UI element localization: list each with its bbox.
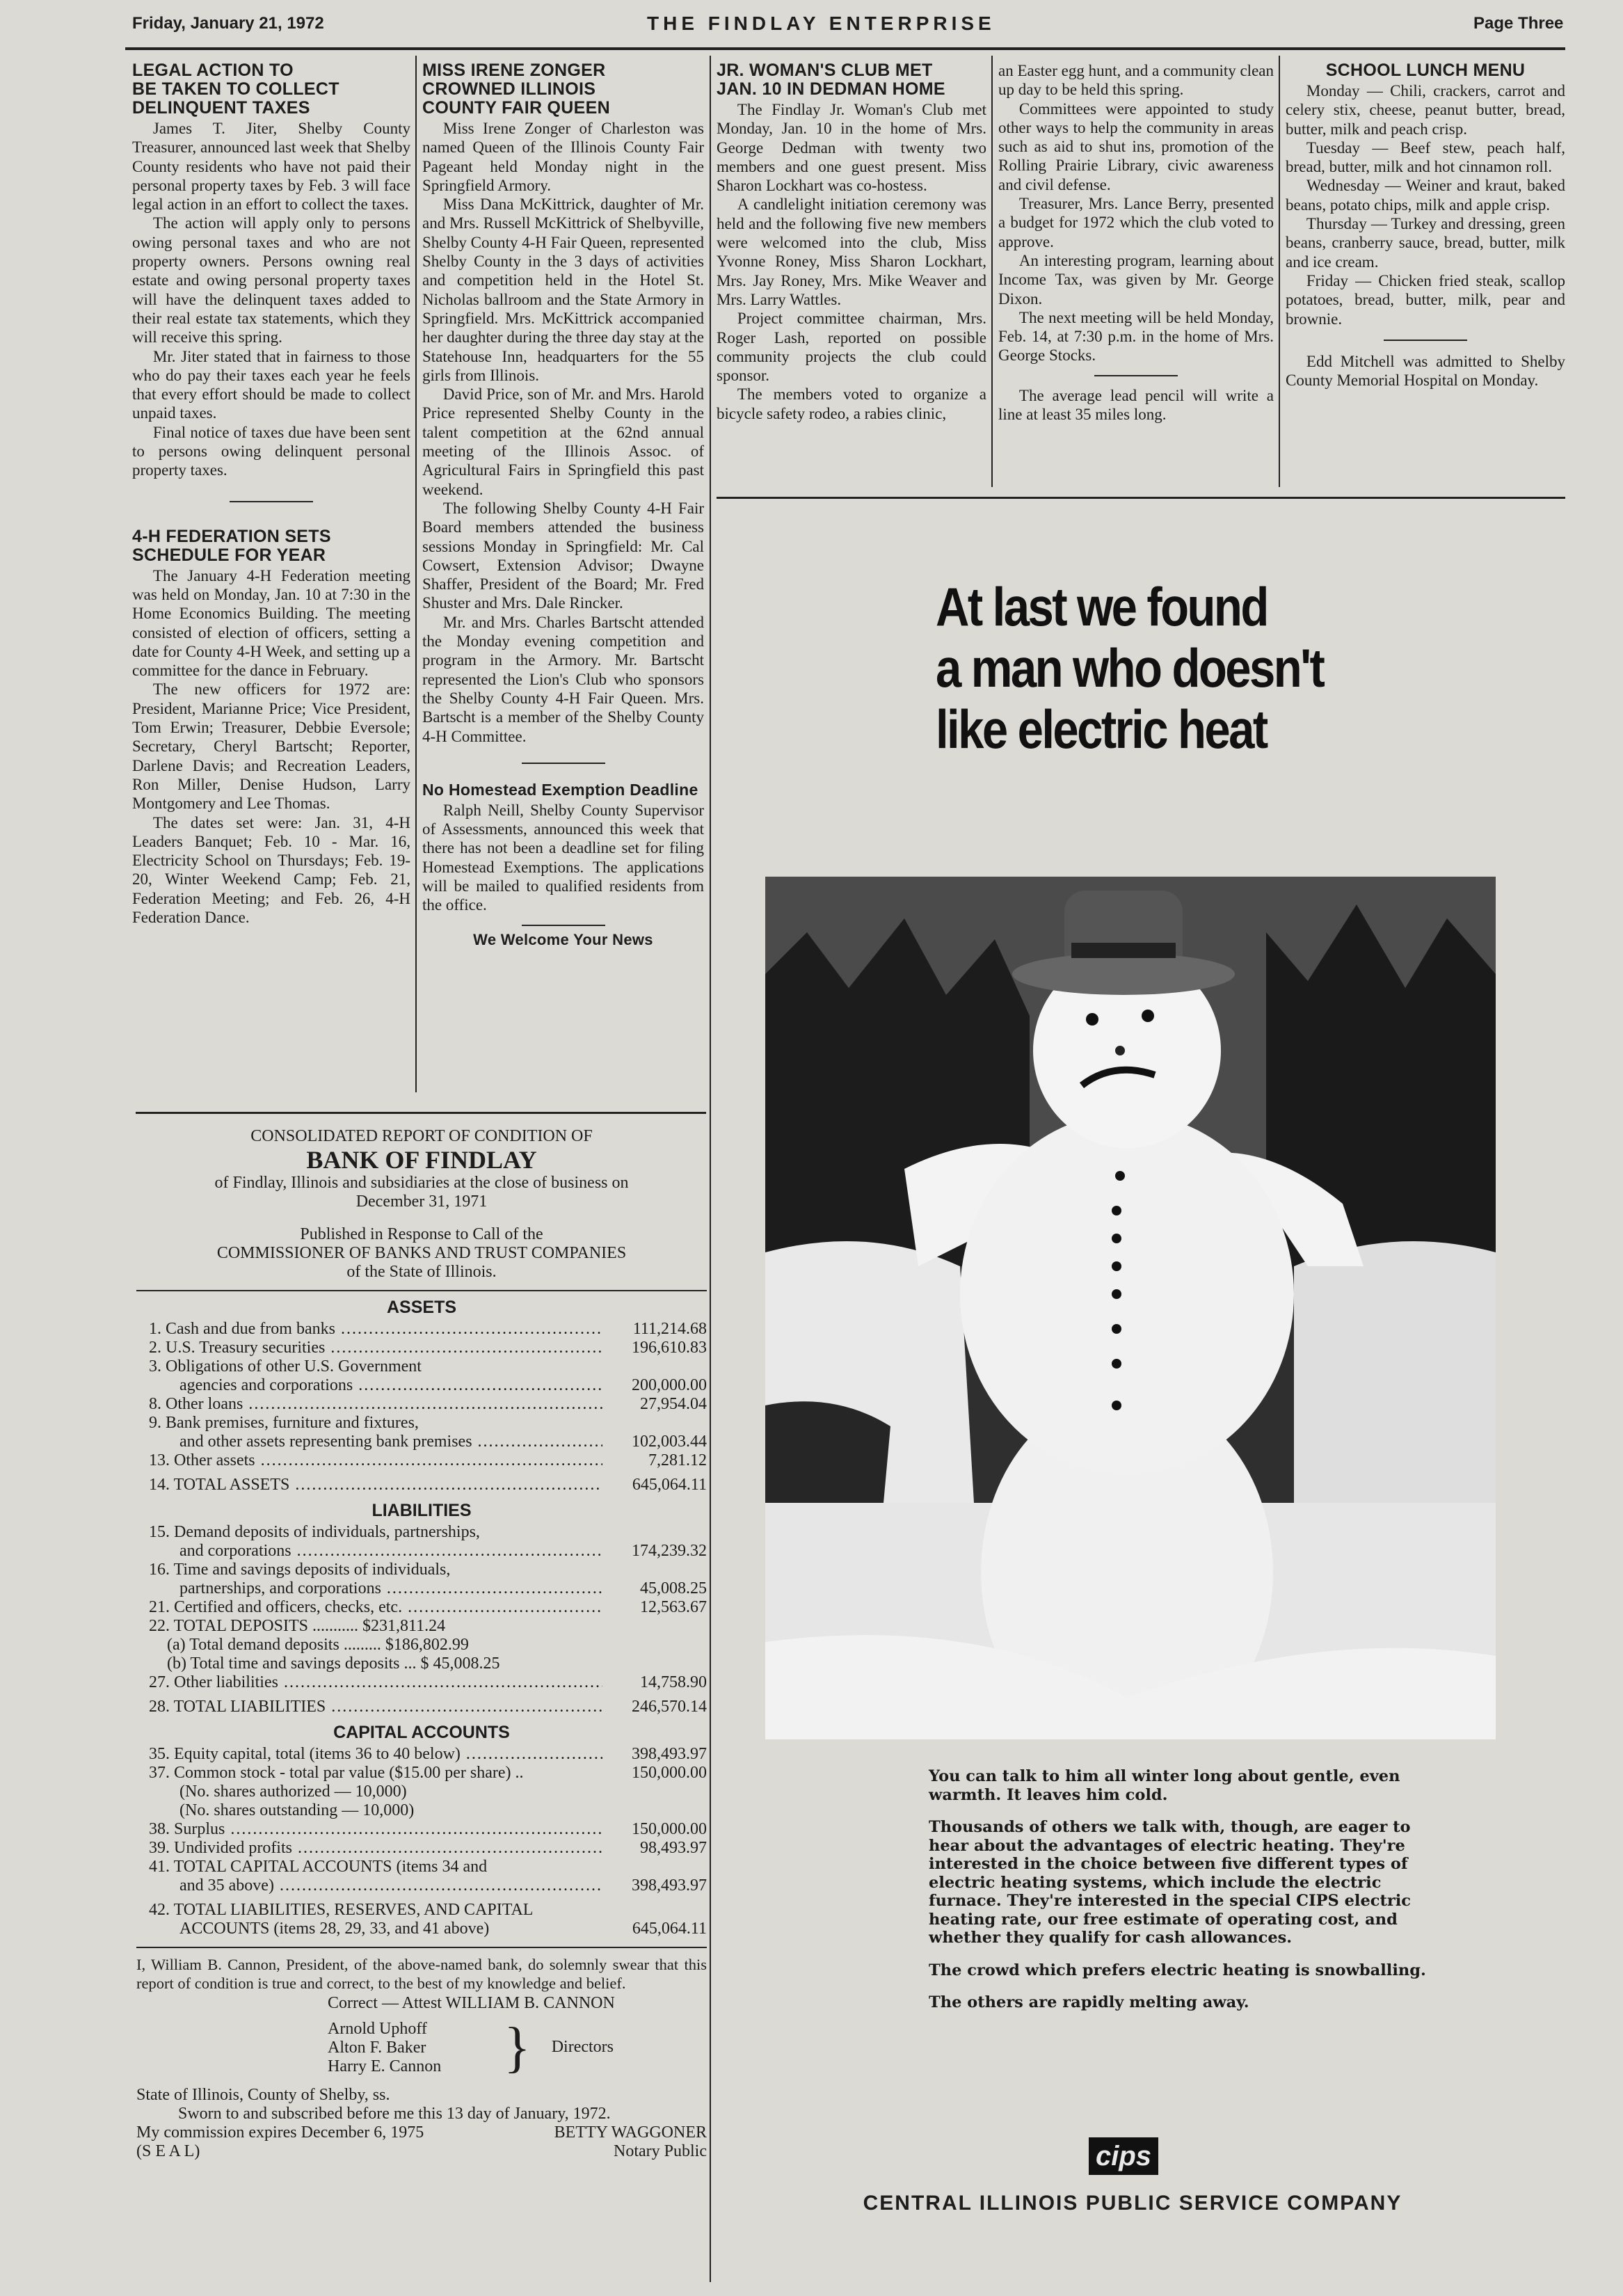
homestead-headline: No Homestead Exemption Deadline	[422, 780, 698, 799]
row-label: 37. Common stock - total par value ($15.00 per share) ..	[149, 1764, 524, 1782]
column-5	[1286, 61, 1565, 390]
paragraph: The Findlay Jr. Woman's Club met Monday, Jan. 10 in the home of Mrs. George Dedman with twenty two members and one guest present. Miss Sharon Lockhart was co-hostess.	[717, 101, 986, 195]
sworn-line: Sworn to and subscribed before me this 13 day of January, 1972.	[178, 2105, 611, 2123]
ad-headline: At last we found a man who doesn't like electric heat	[936, 576, 1324, 760]
bank-line: December 31, 1971	[355, 1193, 488, 1211]
cips-logo	[1089, 2137, 1158, 2175]
report-row	[136, 1698, 707, 1716]
row-label: 9. Bank premises, furniture and fixtures,	[149, 1414, 419, 1432]
attest: Correct — Attest WILLIAM B. CANNON	[328, 1994, 615, 2012]
paragraph: Wednesday — Weiner and kraut, baked beans, potato chips, milk and apple crisp.	[1286, 177, 1565, 214]
column-rule	[415, 56, 417, 1092]
row-amount: 200,000.00	[632, 1376, 707, 1394]
report-row	[136, 1920, 707, 1938]
company-name: CENTRAL ILLINOIS PUBLIC SERVICE COMPANY	[863, 2192, 1402, 2215]
paragraph: The dates set were: Jan. 31, 4-H Leaders Banquet; Feb. 10 - Mar. 16, Electricity School on Thursdays; Feb. 19-20, Winter Weekend Camp; Feb. 21, Federation Meeting; and Feb. 26, 4-H Federation Dance.	[132, 813, 410, 926]
divider	[1094, 375, 1178, 376]
row-label: 14. TOTAL ASSETS .....	[136, 1476, 602, 1494]
report-row	[136, 1339, 707, 1357]
row-label: 16. Time and savings deposits of individuals,	[149, 1561, 451, 1579]
report-row	[136, 1451, 707, 1470]
report-row	[136, 1745, 707, 1764]
row-label: 3. Obligations of other U.S. Government	[149, 1357, 422, 1376]
divider	[1384, 340, 1467, 341]
paragraph: Final notice of taxes due have been sent to persons owing delinquent personal property taxes.	[132, 423, 410, 479]
column-4	[998, 61, 1274, 424]
row-label: 28. TOTAL LIABILITIES .....	[136, 1698, 602, 1716]
row-amount: 98,493.97	[640, 1839, 707, 1857]
divider	[522, 763, 605, 764]
legal-headline: LEGAL ACTION TO BE TAKEN TO COLLECT DELINQUENT TAXES	[132, 61, 339, 118]
paragraph: A candlelight initiation ceremony was held and the following five new members were welcomed into the club, Miss Yvonne Roney, Miss Sharon Lockhart, Mrs. Jay Roney, Mrs. Mike Weaver and Mrs. Larry Wattles.	[717, 196, 986, 308]
row-amount: 398,493.97	[632, 1745, 707, 1763]
capital-heading: CAPITAL ACCOUNTS	[333, 1723, 510, 1742]
row-amount: 45,008.25	[640, 1579, 707, 1597]
report-row	[136, 1858, 707, 1876]
report-row	[136, 1523, 707, 1542]
commission-line: My commission expires December 6, 1975	[136, 2123, 424, 2142]
paragraph: an Easter egg hunt, and a community clean up day to be held this spring.	[998, 62, 1274, 99]
report-row	[136, 1876, 707, 1895]
paragraph: Committees were appointed to study other ways to help the community in areas such as aid to shut ins, promotion of the Rolling Prairie Library, civic awareness and civil defense.	[998, 99, 1274, 193]
bank-line: Published in Response to Call of the	[300, 1225, 543, 1243]
paragraph: Mr. Jiter stated that in fairness to those who do pay their taxes each year he feels that every effort should be made to collect unpaid taxes.	[132, 347, 410, 422]
ad-top-rule	[717, 497, 1565, 499]
column-3	[717, 61, 986, 423]
report-row	[136, 1579, 707, 1598]
row-amount: 196,610.83	[632, 1339, 707, 1357]
paragraph: Miss Irene Zonger of Charleston was named Queen of the Illinois County Fair Pageant held Monday night in the Springfield Armory.	[422, 120, 704, 194]
row-label: 22. TOTAL DEPOSITS ........... $231,811.24	[149, 1617, 446, 1635]
paragraph: Thursday — Turkey and dressing, green beans, cranberry sauce, bread, butter, milk and ice cream.	[1286, 215, 1565, 271]
capital-table	[136, 1745, 707, 1938]
bank-line: COMMISSIONER OF BANKS AND TRUST COMPANIES	[216, 1244, 627, 1262]
paragraph: Mr. and Mrs. Charles Bartscht attended the Monday evening competition and program in the Armory. Mr. Bartscht represented the Lion's Club who sponsors the Shelby County 4-H Fair Queen. Mrs. Bartscht is a member of the Shelby County 4-H Committee.	[422, 613, 704, 745]
row-label: ACCOUNTS (items 28, 29, 33, and 41 above)	[179, 1920, 490, 1938]
seal-row	[136, 2142, 707, 2161]
report-row	[136, 1414, 707, 1433]
column-rule	[991, 56, 993, 487]
report-row	[136, 1598, 707, 1617]
paragraph: David Price, son of Mr. and Mrs. Harold Price represented Shelby County in the talent competition at the 62nd annual meeting of the Illinois Assoc. of Agricultural Fairs in Springfield this past weekend.	[422, 385, 704, 498]
snowman-photo	[765, 877, 1496, 1739]
row-label: 2. U.S. Treasury securities .....	[136, 1339, 602, 1357]
row-label: (b) Total time and savings deposits ... $ 45,008.25	[167, 1655, 500, 1673]
ad-paragraph: You can talk to him all winter long about gentle, even warmth. It leaves him cold.	[929, 1767, 1400, 1804]
welcome-news: We Welcome Your News	[473, 930, 653, 948]
oath: I, William B. Cannon, President, of the above-named bank, do solemnly swear that this report of condition is true and correct, to the best of my knowledge and belief.	[136, 1956, 707, 1992]
divider	[230, 501, 313, 502]
report-row	[136, 1617, 707, 1636]
director-name: Harry E. Cannon	[328, 2057, 442, 2075]
director-name: Arnold Uphoff	[328, 2020, 427, 2038]
row-amount: 246,570.14	[632, 1698, 707, 1716]
paragraph: Friday — Chicken fried steak, scallop potatoes, bread, butter, milk, pear and brownie.	[1286, 271, 1565, 328]
masthead-title: THE FINDLAY ENTERPRISE	[647, 13, 996, 34]
report-row	[136, 1901, 707, 1920]
snowman-illustration	[765, 877, 1496, 1739]
paragraph: Monday — Chili, crackers, carrot and celery stix, cheese, peanut butter, bread, butter, milk and peach crisp.	[1286, 82, 1565, 138]
masthead-date: Friday, January 21, 1972	[132, 14, 324, 33]
row-amount: 645,064.11	[632, 1476, 707, 1494]
report-row	[136, 1636, 707, 1655]
bank-top-rule	[136, 1112, 706, 1114]
report-row	[136, 1764, 707, 1783]
paragraph: Miss Dana McKittrick, daughter of Mr. and Mrs. Russell McKittrick of Shelbyville, Shelby County 4-H Fair Queen, represented Shelby County in the 3 days of activities and competition held in the Hotel St. Nicholas ballroom and the State Armory in Springfield. Mrs. McKittrick accompanied her daughter during the three day stay at the Statehouse Inn, headquarters for the 55 girls from Illinois.	[422, 196, 704, 384]
row-label: 38. Surplus .....	[136, 1820, 602, 1839]
ad-paragraph: The crowd which prefers electric heating is snowballing.	[929, 1961, 1426, 1979]
paragraph: The action will apply only to persons owing personal taxes and who are not property owners. Persons owning real estate and owing personal property taxes will have the delinquent taxes added to their real estate tax statements, which they will receive this spring.	[132, 214, 410, 346]
bank-name: BANK OF FINDLAY	[306, 1146, 537, 1174]
divider	[136, 1947, 707, 1948]
divider	[136, 1290, 707, 1291]
liabilities-table	[136, 1523, 707, 1716]
paragraph: Tuesday — Beef stew, peach half, bread, butter, milk and hot cinnamon roll.	[1286, 138, 1565, 176]
row-label: and corporations .....	[136, 1542, 602, 1561]
row-amount: 7,281.12	[648, 1451, 707, 1469]
cips-logo-text: cips	[1095, 2141, 1152, 2171]
row-amount: 12,563.67	[640, 1598, 707, 1616]
row-amount: 150,000.00	[632, 1764, 707, 1782]
row-label: 41. TOTAL CAPITAL ACCOUNTS (items 34 and	[149, 1858, 488, 1876]
row-amount: 398,493.97	[632, 1876, 707, 1895]
ad-paragraph: Thousands of others we talk with, though, are eager to hear about the advantages of electric heating. They're interested in the choice between five different types of electric heating systems, which include the electric furnace. They're interested in the special CIPS electric heating rate, our free estimate of operating cost, and whether they qualify for cash allowances.	[929, 1818, 1411, 1947]
row-label: 27. Other liabilities .....	[136, 1673, 602, 1692]
row-label: 13. Other assets .....	[136, 1451, 602, 1470]
row-label: partnerships, and corporations .....	[136, 1579, 602, 1598]
paragraph: The new officers for 1972 are: President, Marianne Price; Vice President, Tom Erwin; Treasurer, Debbie Eversole; Secretary, Cheryl Bartscht; Reporter, Darlene Davis; and Recreation Leaders, Ron Miller, Denise Hudson, Larry Montgomery and Lee Thomas.	[132, 680, 410, 813]
row-amount: 14,758.90	[640, 1673, 707, 1691]
commission-row	[136, 2123, 707, 2142]
row-label: (No. shares outstanding — 10,000)	[179, 1801, 415, 1819]
column-rule	[1279, 56, 1280, 487]
bank-line: of the State of Illinois.	[346, 1263, 497, 1281]
column-rule	[710, 56, 711, 2282]
lunch-headline: SCHOOL LUNCH MENU	[1325, 61, 1526, 80]
row-label: 35. Equity capital, total (items 36 to 40 below) .....	[136, 1745, 602, 1764]
womans-club-headline: JR. WOMAN'S CLUB MET JAN. 10 IN DEDMAN HOME	[717, 61, 945, 99]
row-label: agencies and corporations .....	[136, 1376, 602, 1395]
row-label: (No. shares authorized — 10,000)	[179, 1783, 407, 1801]
report-row	[136, 1655, 707, 1673]
fourh-headline: 4-H FEDERATION SETS SCHEDULE FOR YEAR	[132, 526, 331, 565]
paragraph: The members voted to organize a bicycle safety rodeo, a rabies clinic,	[717, 385, 986, 422]
masthead-page: Page Three	[1473, 14, 1564, 33]
report-row	[136, 1783, 707, 1801]
report-row	[136, 1839, 707, 1858]
row-label: and 35 above) .....	[136, 1876, 602, 1895]
state-line: State of Illinois, County of Shelby, ss.	[136, 2086, 390, 2104]
directors-label: Directors	[551, 2038, 614, 2056]
paragraph: Ralph Neill, Shelby County Supervisor of Assessments, announced this week that there has not been a deadline set for filing Homestead Exemptions. The applications will be mailed to qualified residents from the office.	[422, 801, 704, 914]
row-label: 21. Certified and officers, checks, etc. .....	[136, 1598, 602, 1617]
brace: }	[504, 2017, 531, 2078]
report-row	[136, 1433, 707, 1451]
row-amount: 27,954.04	[640, 1395, 707, 1413]
bank-line: CONSOLIDATED REPORT OF CONDITION OF	[250, 1127, 593, 1145]
seal: (S E A L)	[136, 2142, 200, 2160]
column-1	[132, 61, 410, 927]
paragraph: Project committee chairman, Mrs. Roger Lash, reported on possible community projects the club could sponsor.	[717, 310, 986, 385]
filler-pencil: The average lead pencil will write a line at least 35 miles long.	[998, 386, 1274, 424]
bank-line: of Findlay, Illinois and subsidiaries at the close of business on	[214, 1174, 629, 1192]
report-row	[136, 1561, 707, 1579]
row-label: 42. TOTAL LIABILITIES, RESERVES, AND CAPITAL	[149, 1901, 534, 1919]
row-amount: 111,214.68	[632, 1320, 707, 1338]
assets-table	[136, 1320, 707, 1494]
row-label: 8. Other loans .....	[136, 1395, 602, 1414]
row-amount: 150,000.00	[632, 1820, 707, 1838]
masthead-rule	[125, 47, 1565, 50]
column-2	[422, 61, 704, 950]
row-amount: 645,064.11	[632, 1920, 707, 1938]
paragraph: Edd Mitchell was admitted to Shelby County Memorial Hospital on Monday.	[1286, 352, 1565, 390]
report-row	[136, 1820, 707, 1839]
paragraph: Treasurer, Mrs. Lance Berry, presented a budget for 1972 which the club voted to approve.	[998, 195, 1274, 250]
paragraph: The January 4-H Federation meeting was held on Monday, Jan. 10 at 7:30 in the Home Economics Building. The meeting consisted of election of officers, setting a date for County 4-H Week, and setting up a committee for the dance in February.	[132, 566, 410, 680]
report-row	[136, 1320, 707, 1339]
row-label: (a) Total demand deposits ......... $186,802.99	[167, 1636, 469, 1654]
paragraph: James T. Jiter, Shelby County Treasurer, announced last week that Shelby County residents who have not paid their personal property taxes by Feb. 3 will face legal action in an effort to collect the taxes.	[132, 120, 410, 214]
report-row	[136, 1542, 707, 1561]
bank-report	[136, 1127, 707, 2161]
row-label: 1. Cash and due from banks .....	[136, 1320, 602, 1339]
report-row	[136, 1801, 707, 1820]
directors-block	[328, 2017, 707, 2078]
paragraph: An interesting program, learning about Income Tax, was given by Mr. George Dixon.	[998, 251, 1274, 308]
row-label: and other assets representing bank premises .....	[136, 1433, 602, 1451]
ad-paragraph: The others are rapidly melting away.	[929, 1993, 1249, 2011]
report-row	[136, 1395, 707, 1414]
ad-body	[929, 1767, 1430, 2026]
report-row	[136, 1476, 707, 1494]
notary-title: Notary Public	[614, 2142, 707, 2160]
paragraph: The following Shelby County 4-H Fair Board members attended the business sessions Monday in Springfield: Mr. Cal Cowsert, Extension Advisor; Dwayne Shaffer, President of the Board; Mr. Fred Shuster and Mrs. Dale Rincker.	[422, 499, 704, 612]
notary-name: BETTY WAGGONER	[554, 2123, 707, 2142]
row-label: 39. Undivided profits .....	[136, 1839, 602, 1858]
report-row	[136, 1376, 707, 1395]
liabilities-heading: LIABILITIES	[371, 1501, 472, 1520]
row-amount: 174,239.32	[632, 1542, 707, 1560]
divider	[522, 925, 605, 926]
row-label: 15. Demand deposits of individuals, partnerships,	[149, 1523, 480, 1541]
row-amount: 102,003.44	[632, 1433, 707, 1451]
assets-heading: ASSETS	[386, 1298, 457, 1317]
queen-headline: MISS IRENE ZONGER CROWNED ILLINOIS COUNTY FAIR QUEEN	[422, 61, 610, 118]
director-name: Alton F. Baker	[328, 2039, 426, 2057]
report-row	[136, 1673, 707, 1692]
paragraph: The next meeting will be held Monday, Feb. 14, at 7:30 p.m. in the home of Mrs. George Stocks.	[998, 308, 1274, 365]
report-row	[136, 1357, 707, 1376]
